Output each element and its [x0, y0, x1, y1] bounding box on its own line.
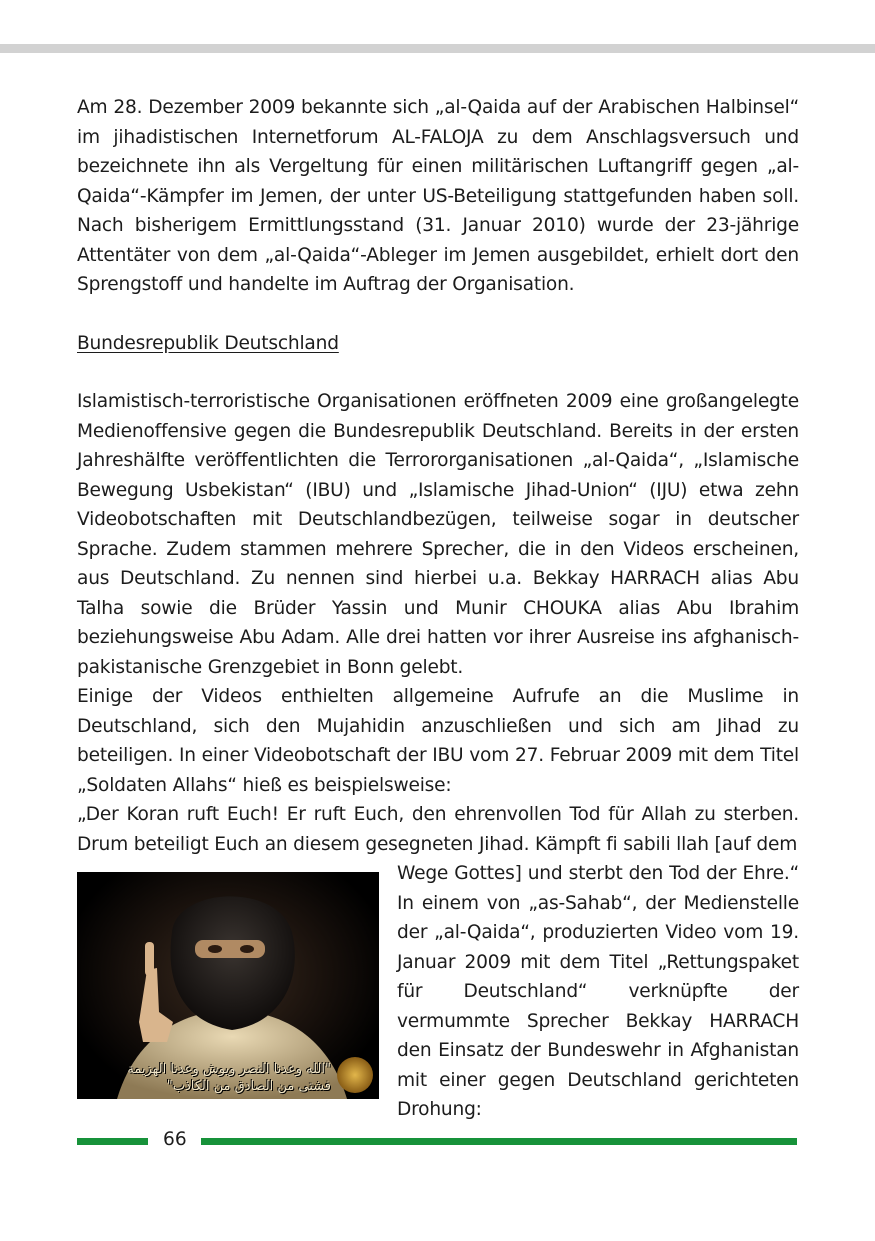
paragraph-intro: Am 28. Dezember 2009 bekannte sich „al-Qaida auf der Arabischen Halbinsel“ im jihadistischen Internetforum AL-FALOJA zu dem Anschlagsversuch und bezeichnete ihn als Vergeltung für einen militärischen Luftangriff gegen „al-Qaida“-Kämpfer im Jemen, der unter US-Beteiligung stattgefunden haben soll. Nach bisherigem Ermittlungsstand (31. Januar 2010) wurde der 23-jährige Attentäter von dem „al-Qaida“-Ableger im Jemen ausgebildet, erhielt dort den Sprengstoff und handelte im Auftrag der Organisation.	[77, 97, 799, 295]
paragraph-spacer	[77, 358, 799, 387]
page-number: 66	[163, 1129, 187, 1150]
page-footer	[77, 1128, 799, 1152]
paragraph-side: Wege Gottes] und sterbt den Tod der Ehre.“ In einem von „as-Sahab“, der Medienstelle der „al-Qaida“, produzierten Video vom 19. Januar 2009 mit dem Titel „Rettungspaket für Deutschland“ verknüpfte der vermummte Sprecher Bekkay HARRACH den Einsatz der Bundeswehr in Afghanistan mit einer gegen Deutschland gerichteten Drohung:	[397, 863, 799, 1120]
footer-bar-right	[201, 1138, 797, 1145]
side-text-column	[397, 859, 799, 1125]
section-heading: Bundesrepublik Deutschland	[77, 332, 339, 354]
arabic-caption-line-1: "الله وعدنا النصر ويوش وعدنا الهزيمة	[127, 1062, 331, 1077]
page-content	[77, 93, 799, 1120]
figure-with-text	[77, 859, 799, 1120]
paragraph-video-calls: Einige der Videos enthielten allgemeine Aufrufe an die Muslime in Deutschland, sich den Mujahidin anzuschließen und sich am Jihad zu beteiligen. In einer Videobotschaft der IBU vom 27. Februar 2009 mit dem Titel „Soldaten Allahs“ hieß es beispielsweise:	[77, 686, 799, 796]
top-divider-bar	[0, 44, 875, 53]
footer-bar-left	[77, 1138, 148, 1145]
paragraph-quote: „Der Koran ruft Euch! Er ruft Euch, den ehrenvollen Tod für Allah zu sterben. Drum beteiligt Euch an diesem gesegneten Jihad. Kämpft fi sabili llah [auf dem	[77, 804, 799, 855]
paragraph-media-offensive: Islamistisch-terroristische Organisationen eröffneten 2009 eine großangelegte Medienoffensive gegen die Bundesrepublik Deutschland. Bereits in der ersten Jahreshälfte veröffentlichten die Terrororganisationen „al-Qaida“, „Islamische Bewegung Usbekistan“ (IBU) und „Islamische Jihad-Union“ (IJU) etwa zehn Videobotschaften mit Deutschlandbezügen, teilweise sogar in deutscher Sprache. Zudem stammen mehrere Sprecher, die in den Videos erscheinen, aus Deutschland. Zu nennen sind hierbei u.a. Bekkay HARRACH alias Abu Talha sowie die Brüder Yassin und Munir CHOUKA alias Abu Ibrahim beziehungsweise Abu Adam. Alle drei hatten vor ihrer Ausreise ins afghanisch-pakistanische Grenzgebiet in Bonn gelebt.	[77, 391, 799, 678]
media-logo-seal	[337, 1057, 373, 1093]
arabic-caption-line-2: فشتى من الصادق من الكاذب"	[166, 1079, 331, 1094]
paragraph-spacer	[77, 300, 799, 329]
arabic-caption	[81, 1061, 331, 1095]
video-still-image	[77, 872, 379, 1099]
